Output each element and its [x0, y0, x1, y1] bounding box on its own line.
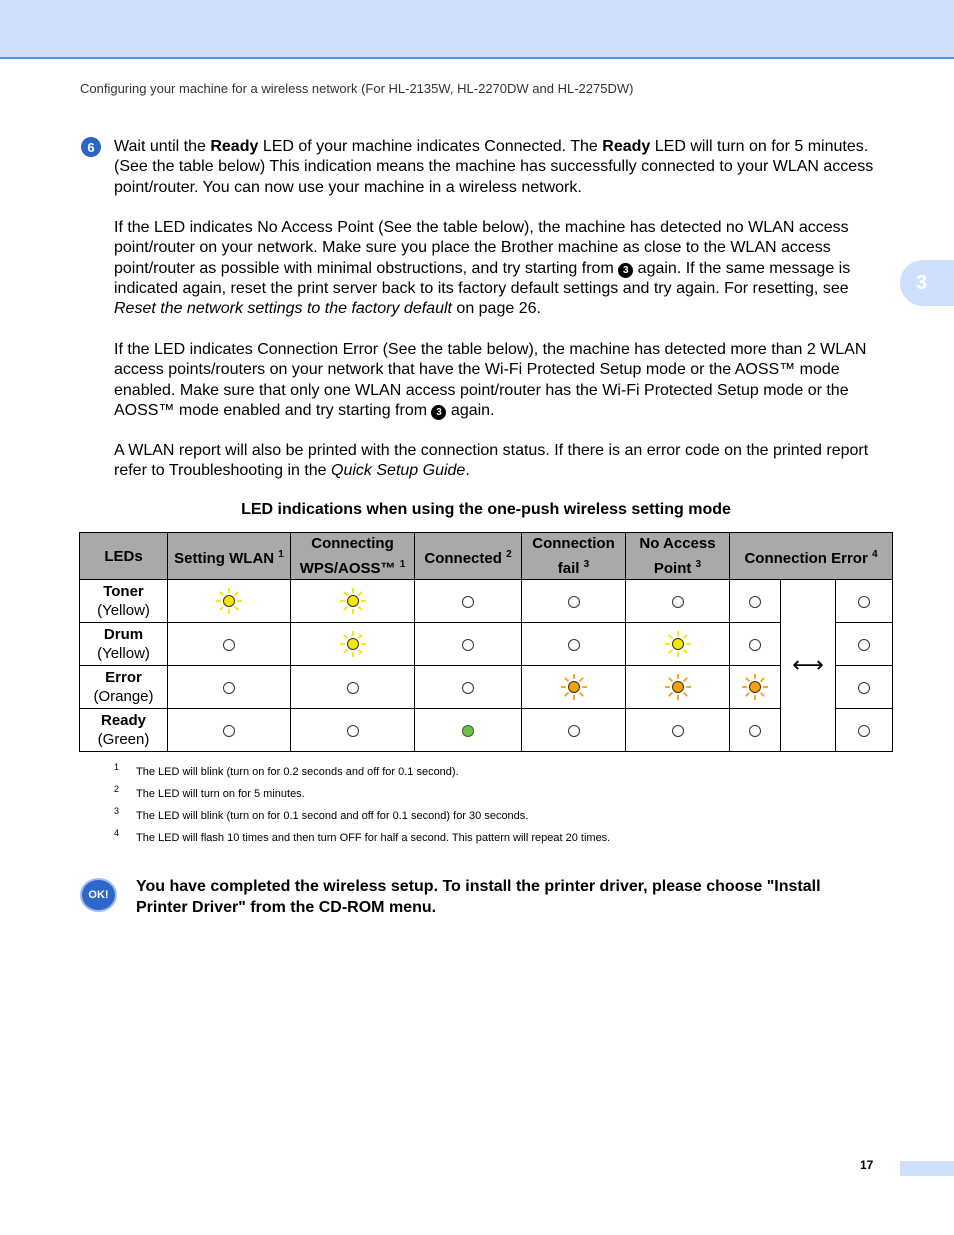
footnote: [114, 786, 874, 808]
led-state-cell: [415, 623, 522, 666]
text: LED will turn on for 5 minutes. (See the table below) This indication means the machine has successfully connected to your WLAN access point/router. You can now use your machine in a wireless network.: [114, 138, 874, 196]
text: on page 26.: [451, 300, 541, 318]
led-blinking-orange-icon: [663, 672, 693, 702]
led-state-cell: [626, 623, 730, 666]
header-label: Setting WLAN: [174, 549, 275, 567]
led-off-icon: [462, 639, 474, 651]
led-state-cell: [415, 709, 522, 752]
led-name: Toner: [103, 583, 144, 600]
led-off-icon: [347, 725, 359, 737]
page-number-tab: [900, 1161, 954, 1176]
footnote-number: 3: [114, 806, 120, 816]
led-off-icon: [749, 596, 761, 608]
led-off-icon: [568, 596, 580, 608]
header-leds: [80, 533, 168, 580]
text: again.: [446, 401, 495, 419]
led-state-cell: [291, 666, 415, 709]
led-state-cell: [836, 666, 893, 709]
led-name: Error: [105, 669, 142, 686]
led-state-cell: [168, 709, 291, 752]
header-label: Connecting WPS/AOSS™: [299, 535, 396, 577]
header-label: LEDs: [104, 547, 143, 565]
led-state-cell: [168, 623, 291, 666]
text: .: [465, 462, 470, 480]
led-off-icon: [858, 639, 870, 651]
table-row: [80, 666, 893, 709]
footnote-ref: 4: [871, 548, 878, 560]
led-state-cell: [730, 623, 781, 666]
led-state-cell: [836, 580, 893, 623]
footnote-text: The LED will blink (turn on for 0.2 seconds and off for 0.1 second).: [136, 766, 459, 778]
led-blinking-orange-icon: [559, 672, 589, 702]
header-label: Connected: [424, 549, 502, 567]
step-paragraph-1: [114, 137, 892, 198]
chapter-tab: 3: [900, 260, 954, 306]
led-color: (Orange): [93, 688, 154, 705]
header-connected: [415, 533, 522, 580]
footnote: [114, 808, 874, 830]
header-connection-fail: [522, 533, 626, 580]
led-color: (Yellow): [97, 602, 150, 619]
header-connection-error: [730, 533, 893, 580]
led-state-cell: [168, 666, 291, 709]
ok-icon: OK!: [80, 878, 117, 912]
led-state-cell: [415, 666, 522, 709]
led-state-cell: [522, 623, 626, 666]
led-state-cell: [168, 580, 291, 623]
led-state-cell: [291, 580, 415, 623]
led-state-cell: [836, 709, 893, 752]
table-row: [80, 709, 893, 752]
led-state-cell: [730, 709, 781, 752]
alternating-arrow-cell: [781, 580, 836, 752]
cross-reference-link[interactable]: Reset the network settings to the factory default: [114, 300, 452, 318]
footnote-text: The LED will flash 10 times and then turn OFF for half a second. This pattern will repeat 20 times.: [136, 832, 611, 844]
guide-title: Quick Setup Guide: [331, 462, 466, 480]
footnote-ref: 3: [695, 559, 702, 570]
double-arrow-icon: ⟷: [792, 651, 824, 677]
led-off-icon: [749, 725, 761, 737]
text: LED of your machine indicates Connected. The: [258, 138, 603, 155]
header-label: Connection Error: [744, 549, 868, 567]
text: If the LED indicates Connection Error (See the table below), the machine has detected more than 2 WLAN access points/routers on your network that have the Wi-Fi Protected Setup mode or the AOSS™ mode enabled. Make sure that only one WLAN access point/router has the Wi-Fi Protected Setup mode or the AOSS™ mode enabled and try starting from: [114, 341, 867, 419]
led-state-cell: [522, 709, 626, 752]
led-blinking-orange-icon: [740, 672, 770, 702]
led-off-icon: [347, 682, 359, 694]
step-paragraph-3: [114, 340, 892, 421]
footnote-ref: 3: [583, 559, 590, 570]
top-header-band: [0, 0, 954, 59]
text: Wait until the: [114, 138, 211, 155]
led-off-icon: [858, 596, 870, 608]
led-off-icon: [462, 682, 474, 694]
header-connecting: [291, 533, 415, 580]
table-title: LED indications when using the one-push wireless setting mode: [241, 501, 731, 518]
header-setting-wlan: [168, 533, 291, 580]
led-off-icon: [672, 725, 684, 737]
footnote-text: The LED will turn on for 5 minutes.: [136, 788, 305, 800]
footnote: [114, 830, 874, 852]
led-off-icon: [223, 639, 235, 651]
led-blinking-yellow-icon: [338, 586, 368, 616]
led-blinking-yellow-icon: [338, 629, 368, 659]
step-number-badge: 6: [81, 137, 101, 157]
header-no-access-point: [626, 533, 730, 580]
footnote-number: 2: [114, 784, 120, 794]
led-off-icon: [858, 725, 870, 737]
table-header-row: [80, 533, 893, 580]
page-number: 17: [860, 1158, 874, 1172]
led-name-cell: [80, 709, 168, 752]
led-name: Ready: [100, 712, 147, 729]
led-state-cell: [626, 580, 730, 623]
footnote-ref: 1: [278, 548, 284, 560]
led-state-cell: [291, 709, 415, 752]
completion-message: You have completed the wireless setup. To install the printer driver, please choose "Install Printer Driver" from the CD-ROM menu.: [136, 878, 821, 916]
led-name-cell: [80, 623, 168, 666]
led-off-icon: [462, 596, 474, 608]
led-state-cell: [291, 623, 415, 666]
led-state-cell: [415, 580, 522, 623]
header-label: No Access Point: [639, 535, 716, 577]
led-state-cell: [522, 666, 626, 709]
led-color: (Green): [97, 731, 150, 748]
led-blinking-yellow-icon: [663, 629, 693, 659]
led-blinking-yellow-icon: [214, 586, 244, 616]
led-state-cell: [626, 709, 730, 752]
step-reference-icon: 3: [618, 263, 633, 278]
led-indication-table: [79, 532, 893, 752]
footnote-ref: 1: [399, 559, 406, 570]
footnote-text: The LED will blink (turn on for 0.1 second and off for 0.1 second) for 30 seconds.: [136, 810, 529, 822]
step-paragraph-2: [114, 218, 892, 319]
led-off-icon: [858, 682, 870, 694]
text: again. If the same message is indicated again, reset the print server back to its factory default settings and try again. For resetting, see: [114, 259, 851, 297]
led-color: (Yellow): [97, 645, 150, 662]
text: If the LED indicates No Access Point (See the table below), the machine has detected no WLAN access point/router on your network. Make sure you place the Brother machine as close to the WLAN access point/router as possible with minimal obstructions, and try starting from: [114, 219, 849, 277]
step-reference-icon: 3: [431, 405, 446, 420]
led-state-cell: [730, 666, 781, 709]
ready-label: Ready: [210, 138, 259, 155]
led-state-cell: [626, 666, 730, 709]
header-label: Connection fail: [532, 535, 615, 577]
footnote-number: 1: [114, 762, 120, 772]
led-off-icon: [223, 725, 235, 737]
text: A WLAN report will also be printed with the connection status. If there is an error code on the printed report refer to Troubleshooting in the: [114, 442, 869, 480]
led-state-cell: [522, 580, 626, 623]
running-header: Configuring your machine for a wireless network (For HL-2135W, HL-2270DW and HL-2275DW): [80, 81, 634, 96]
led-off-icon: [672, 596, 684, 608]
footnote-ref: 2: [506, 548, 512, 560]
footnotes: [114, 764, 874, 852]
led-name-cell: [80, 580, 168, 623]
led-on-green-icon: [462, 725, 474, 737]
led-off-icon: [568, 639, 580, 651]
table-row: [80, 580, 893, 623]
led-name: Drum: [103, 626, 144, 643]
footnote-number: 4: [114, 828, 120, 838]
led-off-icon: [749, 639, 761, 651]
ready-label: Ready: [602, 138, 651, 155]
led-off-icon: [568, 725, 580, 737]
table-row: [80, 623, 893, 666]
footnote: [114, 764, 874, 786]
led-state-cell: [730, 580, 781, 623]
led-name-cell: [80, 666, 168, 709]
step-paragraph-4: [114, 441, 892, 482]
led-off-icon: [223, 682, 235, 694]
led-state-cell: [836, 623, 893, 666]
